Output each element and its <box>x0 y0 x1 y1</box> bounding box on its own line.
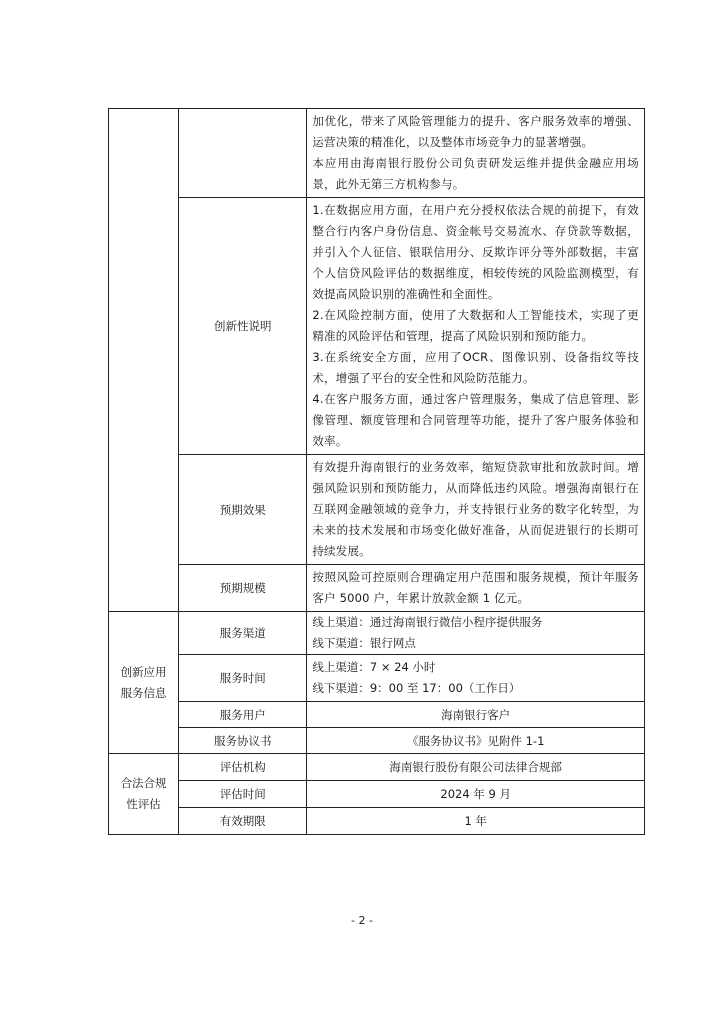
innovation-point: 2.在风险控制方面，使用了大数据和人工智能技术，实现了更精准的风险评估和管理，提高了风险识别和预防能力。 <box>312 308 639 343</box>
innovation-point: 3.在系统安全方面，应用了OCR、图像识别、设备指纹等技术，增强了平台的安全性和风险防范能力。 <box>312 350 639 385</box>
eval-org-label: 评估机构 <box>179 754 307 781</box>
service-channel-online: 线上渠道：通过海南银行微信小程序提供服务 <box>312 615 543 629</box>
service-users-value: 海南银行客户 <box>307 702 645 728</box>
paragraph: 本应用由海南银行股份公司负责研发运维并提供金融应用场景，此外无第三方机构参与。 <box>312 156 639 191</box>
table-row <box>109 198 645 455</box>
scale-text: 按照风险可控原则合理确定用户范围和服务规模，预计年服务客户 5000 户，年累计放款金额 1 亿元。 <box>312 570 639 605</box>
service-time-label: 服务时间 <box>179 655 307 702</box>
table-row <box>109 702 645 728</box>
eval-time-label: 评估时间 <box>179 781 307 808</box>
service-section-label: 创新应用服务信息 <box>109 612 179 754</box>
service-agreement-value: 《服务协议书》见附件 1-1 <box>307 728 645 754</box>
service-channel-offline: 线下渠道：银行网点 <box>312 636 416 650</box>
validity-value: 1 年 <box>307 808 645 835</box>
table-row <box>109 808 645 835</box>
legal-section-label: 合法合规性评估 <box>109 754 179 835</box>
validity-label: 有效期限 <box>179 808 307 835</box>
eval-org-value: 海南银行股份有限公司法律合规部 <box>307 754 645 781</box>
service-time-online: 线上渠道：7 × 24 小时 <box>312 660 436 674</box>
scale-content-cell <box>307 565 645 612</box>
table-row <box>109 781 645 808</box>
service-channel-cell <box>307 612 645 655</box>
innovation-content-cell <box>307 198 645 455</box>
effect-label: 预期效果 <box>179 455 307 565</box>
table-row <box>109 754 645 781</box>
table-row <box>109 565 645 612</box>
application-info-table <box>108 108 645 835</box>
table-row <box>109 455 645 565</box>
scale-label: 预期规模 <box>179 565 307 612</box>
table-row <box>109 109 645 198</box>
section-label-empty <box>109 109 179 612</box>
service-time-cell <box>307 655 645 702</box>
table-row <box>109 728 645 754</box>
table-row <box>109 612 645 655</box>
innovation-point: 1.在数据应用方面，在用户充分授权依法合规的前提下，有效整合行内客户身份信息、资金帐号交易流水、存贷款等数据，并引入个人征信、银联信用分、反欺诈评分等外部数据，丰富个人信贷风险评估的数据维度，相较传统的风险监测模型，有效提高风险识别的准确性和全面性。 <box>312 203 639 301</box>
continued-label-empty <box>179 109 307 198</box>
eval-time-value: 2024 年 9 月 <box>307 781 645 808</box>
page-number: - 2 - <box>351 914 373 927</box>
service-time-offline: 线下渠道：9：00 至 17：00（工作日） <box>312 681 521 695</box>
service-users-label: 服务用户 <box>179 702 307 728</box>
paragraph: 加优化，带来了风险管理能力的提升、客户服务效率的增强、运营决策的精准化，以及整体市场竞争力的显著增强。 <box>312 114 639 149</box>
service-agreement-label: 服务协议书 <box>179 728 307 754</box>
innovation-point: 4.在客户服务方面，通过客户管理服务，集成了信息管理、影像管理、额度管理和合同管理等功能，提升了客户服务体验和效率。 <box>312 392 639 448</box>
innovation-label: 创新性说明 <box>179 198 307 455</box>
continued-content-cell <box>307 109 645 198</box>
table-row <box>109 655 645 702</box>
effect-content-cell <box>307 455 645 565</box>
service-channel-label: 服务渠道 <box>179 612 307 655</box>
effect-text: 有效提升海南银行的业务效率，缩短贷款审批和放款时间。增强风险识别和预防能力，从而降低违约风险。增强海南银行在互联网金融领域的竞争力，并支持银行业务的数字化转型，为未来的技术发展和市场变化做好准备，从而促进银行的长期可持续发展。 <box>312 460 639 558</box>
